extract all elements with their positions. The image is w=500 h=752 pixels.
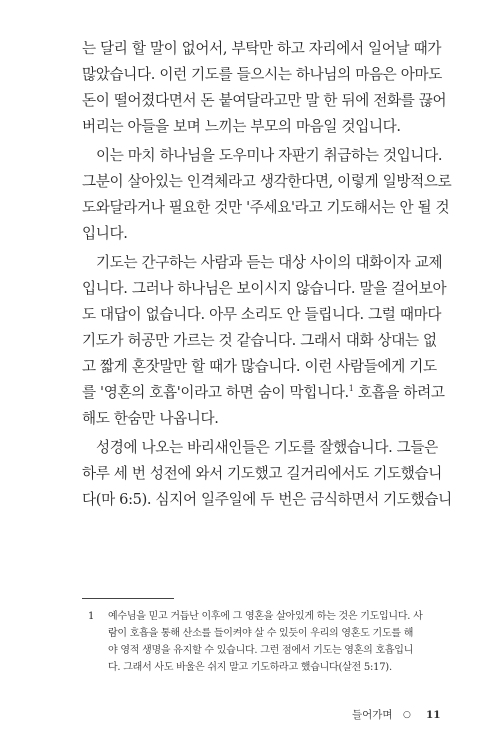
- body-line-with-footnote: [82, 384, 445, 402]
- body-line: 많았습니다. 이런 기도를 들으시는 하나님의 마음은 아마도: [82, 66, 442, 83]
- body-line: 이는 마치 하나님을 도우미나 자판기 취급하는 것입니다.: [96, 147, 443, 164]
- body-line: 입니다. 그러나 하나님은 보이시지 않습니다. 말을 걸어보아: [82, 280, 447, 297]
- footnote-line: 람이 호흡을 통해 산소를 들이켜야 살 수 있듯이 우리의 영혼도 기도를 해: [108, 628, 414, 639]
- footnote-number: 1: [88, 611, 95, 622]
- body-line: 고 짧게 혼잣말만 할 때가 많습니다. 이런 사람들에게 기도: [82, 358, 437, 375]
- body-text: 를 '영혼의 호흡'이라고 하면 숨이 막힙니다.: [82, 384, 349, 401]
- footnote-divider: [82, 598, 174, 599]
- footnote-line: 다. 그래서 사도 바울은 쉬지 말고 기도하라고 했습니다(살전 5:17).: [108, 662, 392, 673]
- body-line: 도 대답이 없습니다. 아무 소리도 안 들립니다. 그럴 때마다: [82, 306, 442, 323]
- body-line: 해도 한숨만 나옵니다.: [82, 410, 219, 427]
- body-line: 다(마 6:5). 심지어 일주일에 두 번은 금식하면서 기도했습니: [82, 491, 452, 508]
- body-text: 호흡을 하려고: [357, 384, 445, 401]
- running-footer-section: 들어가며: [352, 709, 393, 721]
- body-line: 는 달리 할 말이 없어서, 부탁만 하고 자리에서 일어날 때가: [82, 40, 442, 57]
- body-line: 그분이 살아있는 인격체라고 생각한다면, 이렇게 일방적으로: [82, 173, 452, 190]
- body-line: 버리는 아들을 보며 느끼는 부모의 마음일 것입니다.: [82, 118, 401, 135]
- body-line: 성경에 나오는 바리새인들은 기도를 잘했습니다. 그들은: [96, 439, 438, 456]
- body-line: 기도는 간구하는 사람과 듣는 대상 사이의 대화이자 교제: [96, 254, 443, 271]
- circle-separator-icon: ○: [403, 710, 411, 720]
- body-line: 하루 세 번 성전에 와서 기도했고 길거리에서도 기도했습니: [82, 465, 442, 482]
- page-number: 11: [426, 709, 441, 721]
- footnote-line: 야 영적 생명을 유지할 수 있습니다. 그런 점에서 기도는 영혼의 호흡입니: [108, 645, 414, 656]
- body-line: 입니다.: [82, 225, 128, 242]
- body-line: 돈이 떨어졌다면서 돈 붙여달라고만 말 한 뒤에 전화를 끊어: [82, 92, 447, 109]
- body-line: 기도가 허공만 가르는 것 같습니다. 그래서 대화 상대는 없: [82, 332, 437, 349]
- footnote-reference[interactable]: 1: [348, 384, 354, 394]
- body-line: 도와달라거나 필요한 것만 '주세요'라고 기도해서는 안 될 것: [82, 199, 450, 216]
- footnote-line: 예수님을 믿고 거듭난 이후에 그 영혼을 살아있게 하는 것은 기도입니다. 사: [108, 611, 423, 622]
